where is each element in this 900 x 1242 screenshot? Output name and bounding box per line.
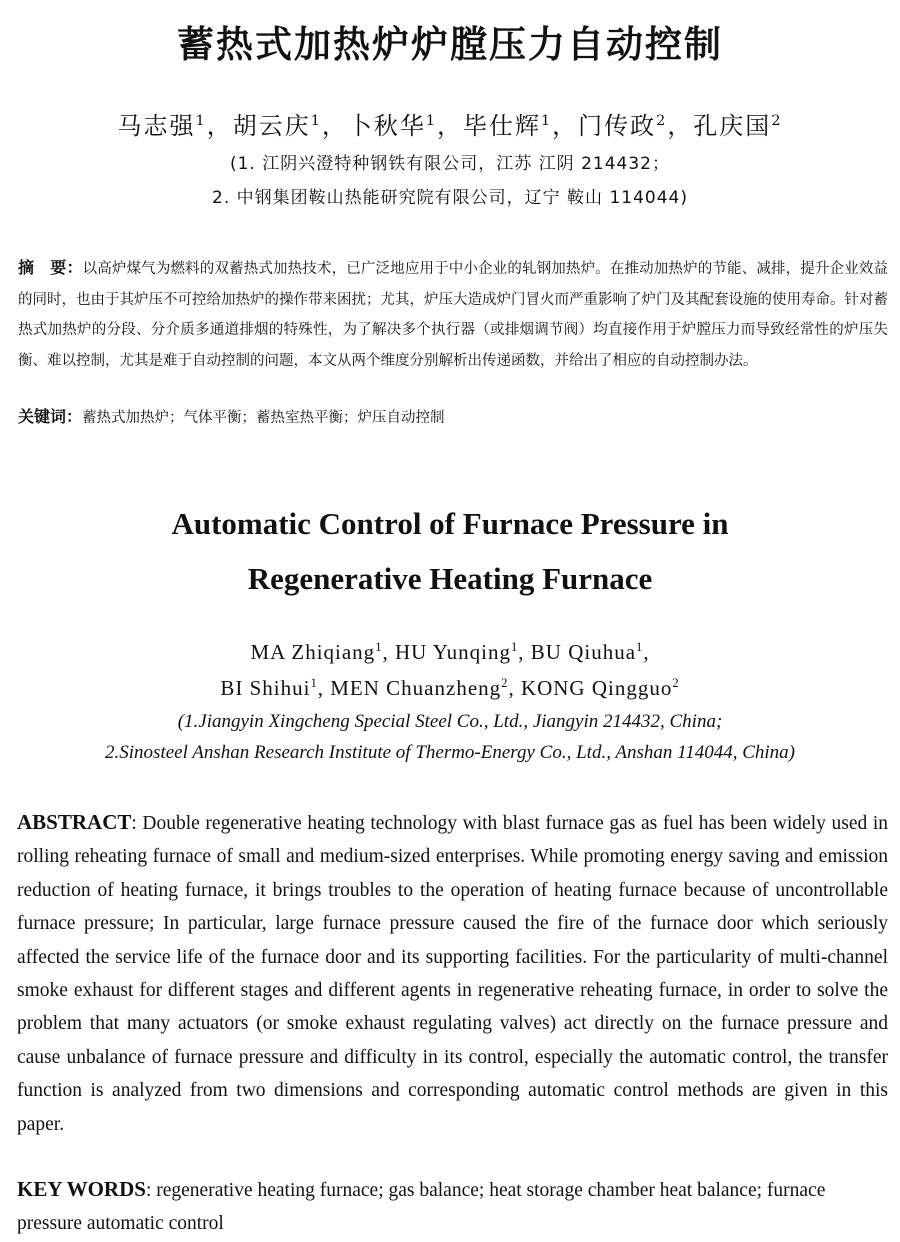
chinese-keywords-text: 蓄热式加热炉；气体平衡；蓄热室热平衡；炉压自动控制	[82, 410, 445, 426]
author-name: 毕仕辉	[463, 112, 541, 140]
chinese-abstract	[18, 253, 888, 376]
author-name: 门传政	[578, 112, 657, 140]
author-name: MA Zhiqiang	[250, 640, 376, 664]
chinese-author-list: 马志强$^1$，胡云庆$^1$，卜秋华$^1$，毕仕辉$^1$，门传政$^2$，孔庆国$^2$	[117, 112, 783, 140]
author-name: BU Qiuhua	[530, 640, 637, 664]
english-author-list-1: MA Zhiqiang$^1$, HU Yunqing$^1$, BU Qiuhua$^1$,	[250, 640, 650, 664]
chinese-abstract-label: 摘 要：	[18, 258, 83, 277]
author-affiliation-mark: 1	[636, 640, 644, 654]
english-abstract	[17, 806, 888, 1141]
chinese-keywords-label: 关键词：	[18, 407, 83, 426]
author-affiliation-mark: 1	[510, 640, 519, 654]
english-keywords-separator: :	[145, 1180, 157, 1201]
english-title-line-2: Regenerative Heating Furnace	[247, 561, 653, 596]
english-abstract-text: Double regenerative heating technology with blast furnace gas as fuel has been widely used in rolling reheating furnace of small and medium-sized enterprises. While promoting energy saving and emission reduction of heating furnace, it brings troubles to the operation of heating furnace because of uncontrollable furnace pressure; In particular, large furnace pressure caused the fire of the furnace door which seriously affected the service life of the furnace door and its supporting facilities. For the particularity of multi-channel smoke exhaust for different stages and different agents in regenerative reheating furnace, in order to solve the problem that many actuators (or smoke exhaust regulating valves) act directly on the furnace pressure and cause unbalance of furnace pressure and difficulty in its control, especially the automatic control, the transfer function is analyzed from two dimensions and corresponding automatic control methods are given in this paper.	[17, 813, 888, 1135]
chinese-affiliation-2: 2. 中钢集团鞍山热能研究院有限公司，辽宁 鞍山 114044)	[212, 188, 688, 208]
english-abstract-separator: :	[131, 813, 143, 834]
author-affiliation-mark: 2	[672, 676, 680, 690]
author-affiliation-mark: 1	[425, 113, 437, 129]
chinese-affiliation-1: (1. 江阴兴澄特种钢铁有限公司，江苏 江阴 214432；	[230, 154, 670, 174]
english-keywords-label: KEY WORDS	[17, 1177, 146, 1201]
author-name: MEN Chuanzheng	[330, 676, 502, 700]
author-affiliation-mark: 1	[375, 640, 383, 654]
author-affiliation-mark: 2	[771, 113, 783, 129]
author-affiliation-mark: 1	[195, 113, 207, 129]
author-name: 胡云庆	[232, 112, 311, 140]
author-name: HU Yunqing	[394, 640, 511, 664]
author-affiliation-mark: 1	[541, 113, 553, 129]
author-name: BI Shihui	[220, 676, 311, 700]
english-affiliation-2: 2.Sinosteel Anshan Research Institute of Thermo-Energy Co., Ltd., Anshan 114044, China)	[105, 742, 795, 763]
chinese-title: 蓄热式加热炉炉膛压力自动控制	[177, 23, 723, 66]
author-affiliation-mark: 1	[310, 676, 318, 690]
author-affiliation-mark: 2	[501, 676, 509, 690]
author-affiliation-mark: 2	[656, 113, 668, 129]
english-keywords	[17, 1173, 888, 1241]
author-name: 卜秋华	[347, 112, 426, 140]
english-author-list-2: BI Shihui$^1$, MEN Chuanzheng$^2$, KONG Qingguo$^2$	[220, 676, 680, 700]
english-affiliation-1: (1.Jiangyin Xingcheng Special Steel Co., Ltd., Jiangyin 214432, China;	[177, 711, 723, 732]
author-name: 马志强	[117, 112, 196, 140]
author-affiliation-mark: 1	[310, 113, 322, 129]
english-keywords-text: regenerative heating furnace; gas balance; heat storage chamber heat balance; furnace pressure automatic control	[17, 1180, 826, 1235]
chinese-abstract-text: 以高炉煤气为燃料的双蓄热式加热技术，已广泛地应用于中小企业的轧钢加热炉。在推动加热炉的节能、减排，提升企业效益的同时，也由于其炉压不可控给加热炉的操作带来困扰；尤其，炉压大造成炉门冒火而严重影响了炉门及其配套设施的使用寿命。针对蓄热式加热炉的分段、分介质多通道排烟的特殊性，为了解决多个执行器（或排烟调节阀）均直接作用于炉膛压力而导致经常性的炉压失衡、难以控制，尤其是难于自动控制的问题，本文从两个维度分别解析出传递函数，并给出了相应的自动控制办法。	[18, 261, 888, 369]
author-name: KONG Qingguo	[520, 676, 673, 700]
english-title-line-1: Automatic Control of Furnace Pressure in	[171, 506, 729, 541]
english-abstract-label: ABSTRACT	[17, 810, 132, 834]
author-name: 孔庆国	[693, 112, 772, 140]
chinese-keywords	[18, 404, 888, 427]
